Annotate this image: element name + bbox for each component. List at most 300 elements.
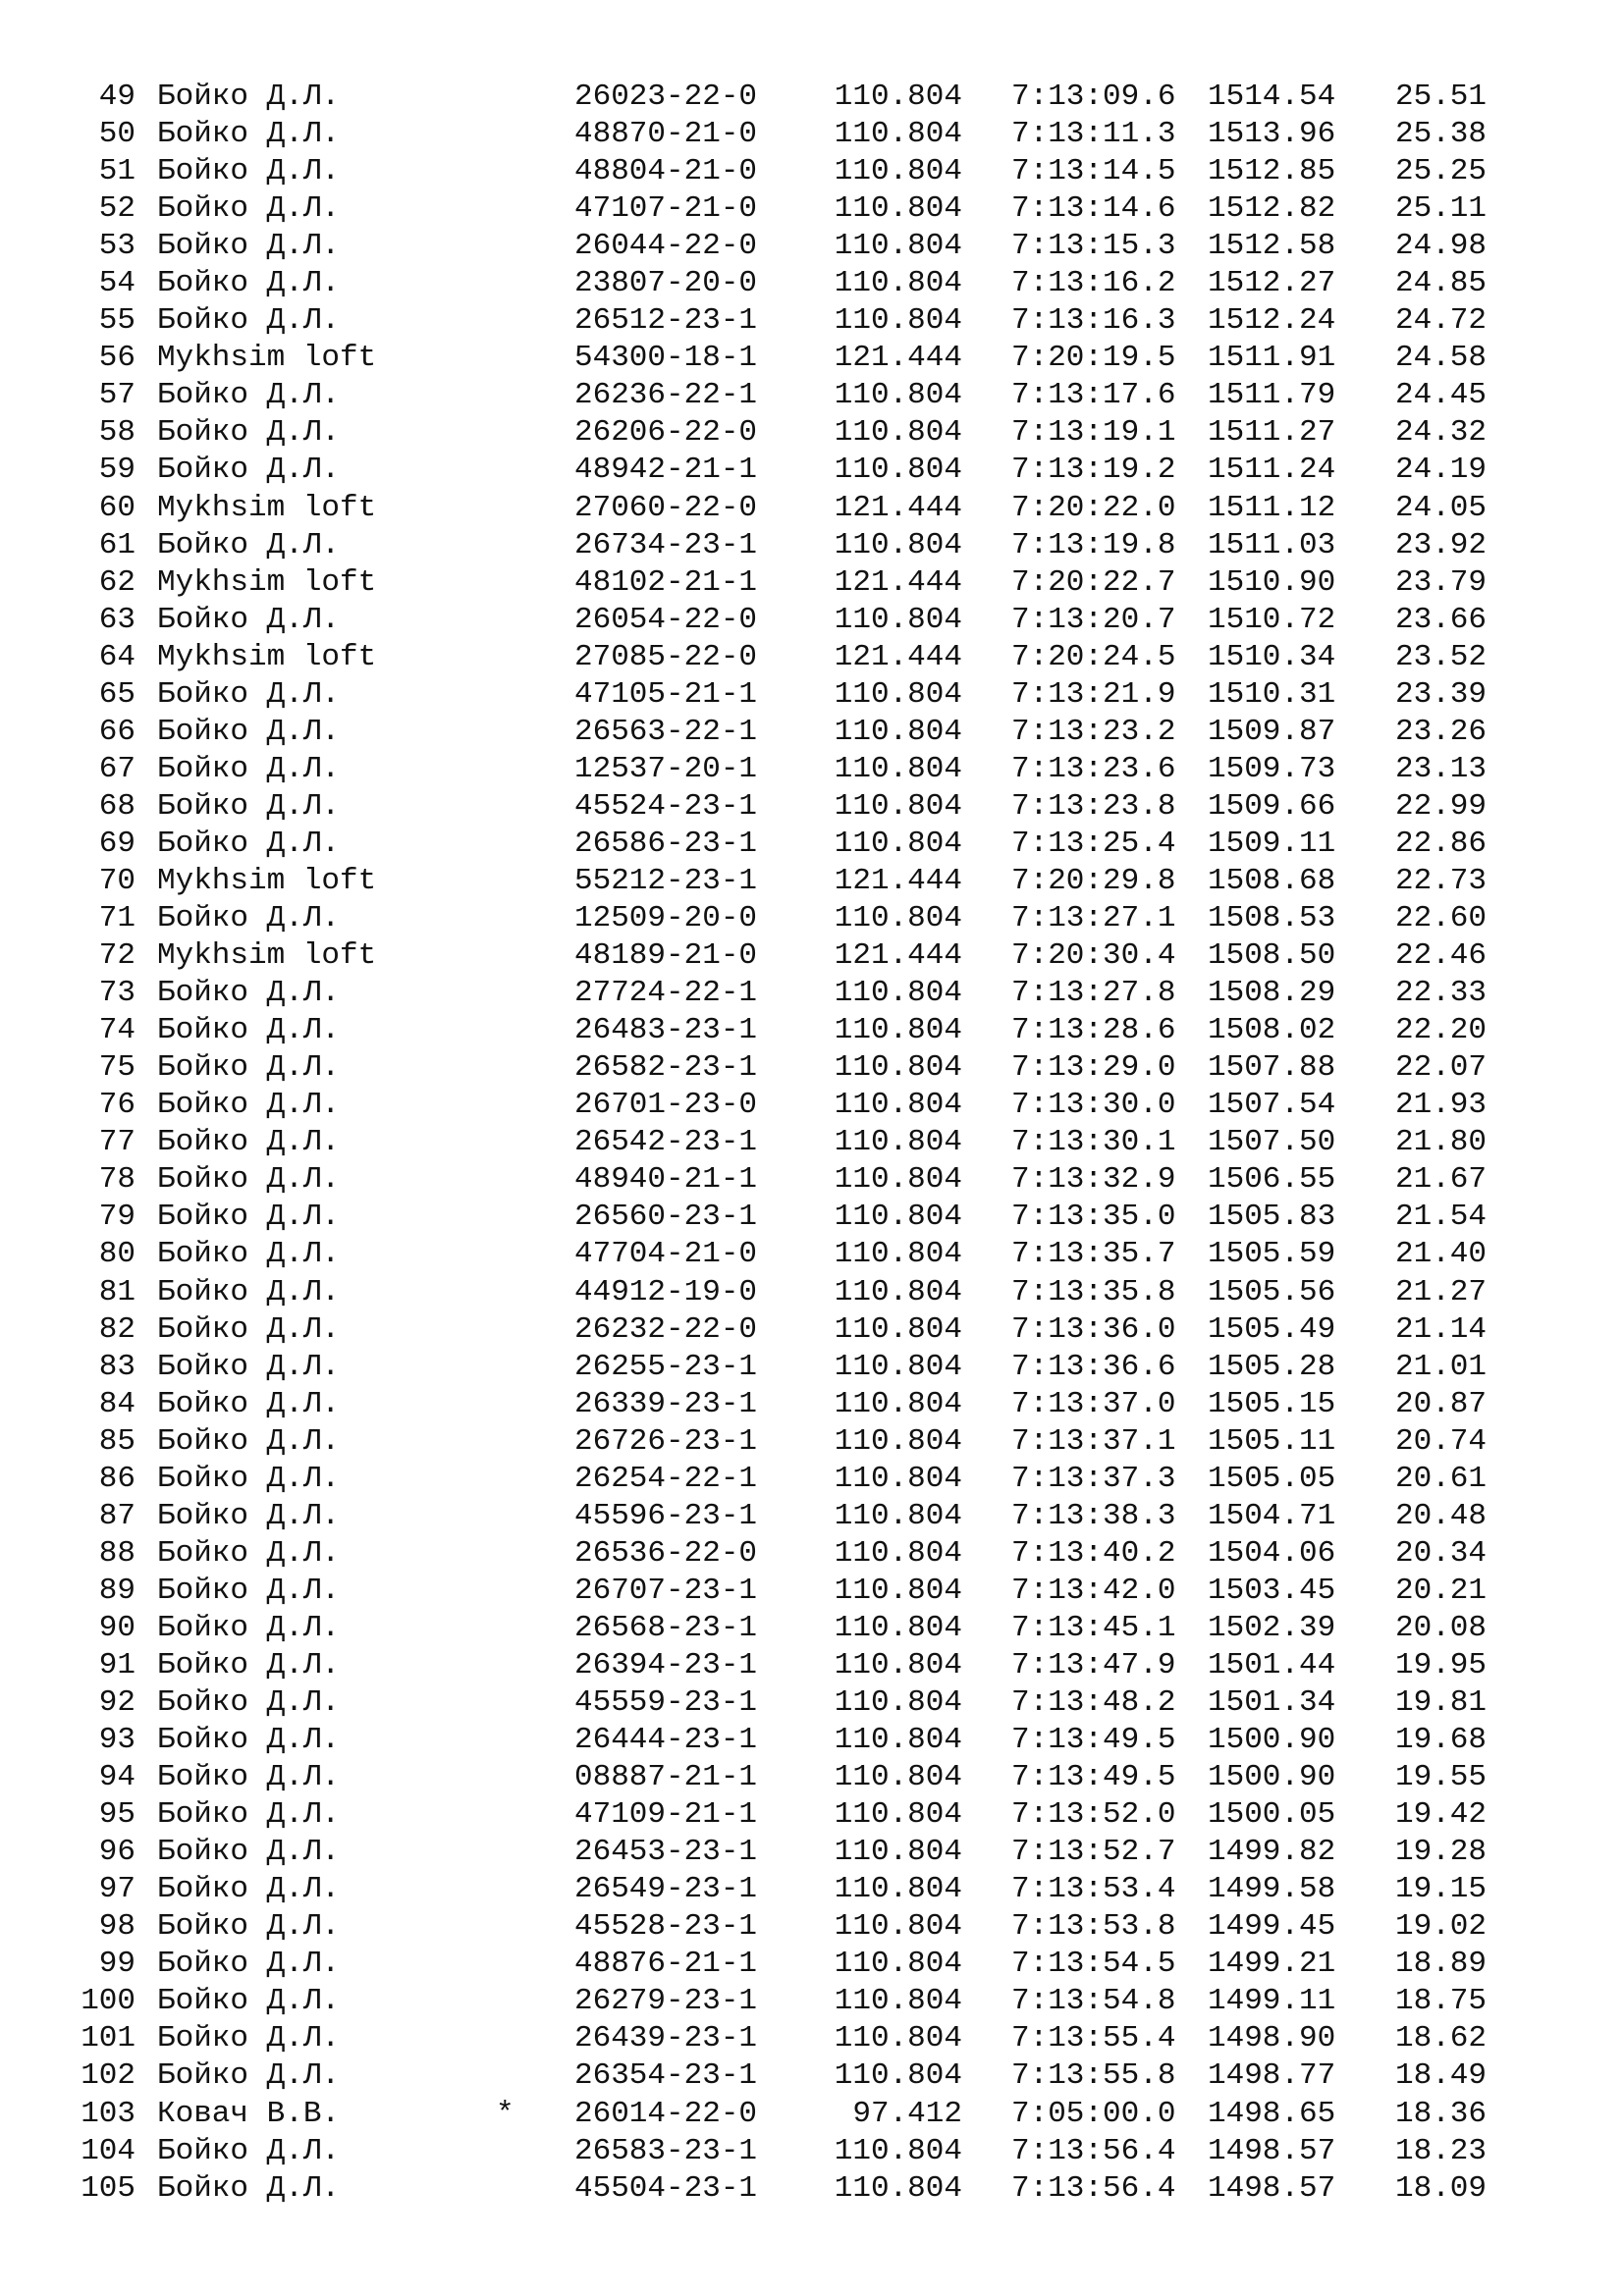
distance-cell: 110.804 xyxy=(834,1573,962,1608)
place-cell: 70 xyxy=(98,863,135,898)
place-cell: 74 xyxy=(98,1013,135,1048)
place-cell: 59 xyxy=(98,453,135,488)
arrival-time-cell: 7:13:52.7 xyxy=(1011,1835,1176,1870)
coefficient-cell: 24.05 xyxy=(1394,490,1487,525)
fancier-name-cell: Бойко Д.Л. xyxy=(157,1535,341,1571)
coefficient-cell: 22.07 xyxy=(1394,1050,1487,1086)
arrival-time-cell: 7:13:19.2 xyxy=(1011,453,1176,488)
arrival-time-cell: 7:13:30.0 xyxy=(1011,1088,1176,1123)
fancier-name-cell: Mykhsim loft xyxy=(157,639,377,674)
speed-cell: 1498.77 xyxy=(1208,2058,1336,2094)
arrival-time-cell: 7:20:24.5 xyxy=(1011,639,1176,674)
ring-number-cell: 26255-23-1 xyxy=(574,1349,758,1384)
speed-cell: 1498.90 xyxy=(1208,2021,1336,2056)
distance-cell: 110.804 xyxy=(834,826,962,861)
place-cell: 60 xyxy=(98,490,135,525)
coefficient-cell: 24.98 xyxy=(1394,229,1487,264)
ring-number-cell: 26568-23-1 xyxy=(574,1610,758,1645)
ring-number-cell: 12537-20-1 xyxy=(574,751,758,786)
distance-cell: 110.804 xyxy=(834,1200,962,1235)
distance-cell: 110.804 xyxy=(834,1947,962,1982)
distance-cell: 110.804 xyxy=(834,901,962,936)
arrival-time-cell: 7:13:21.9 xyxy=(1011,676,1176,712)
fancier-name-cell: Бойко Д.Л. xyxy=(157,453,341,488)
fancier-name-cell: Бойко Д.Л. xyxy=(157,191,341,227)
arrival-time-cell: 7:13:19.8 xyxy=(1011,527,1176,562)
ring-number-cell: 47109-21-1 xyxy=(574,1797,758,1833)
coefficient-cell: 19.55 xyxy=(1394,1760,1487,1795)
speed-cell: 1511.24 xyxy=(1208,453,1336,488)
arrival-time-cell: 7:13:42.0 xyxy=(1011,1573,1176,1608)
distance-cell: 110.804 xyxy=(834,1125,962,1160)
coefficient-cell: 20.87 xyxy=(1394,1386,1487,1421)
distance-cell: 110.804 xyxy=(834,1835,962,1870)
ring-number-cell: 26586-23-1 xyxy=(574,826,758,861)
place-cell: 91 xyxy=(98,1647,135,1682)
place-cell: 57 xyxy=(98,378,135,413)
arrival-time-cell: 7:13:37.0 xyxy=(1011,1386,1176,1421)
fancier-name-cell: Бойко Д.Л. xyxy=(157,1947,341,1982)
distance-cell: 110.804 xyxy=(834,751,962,786)
speed-cell: 1509.66 xyxy=(1208,788,1336,824)
distance-cell: 110.804 xyxy=(834,229,962,264)
speed-cell: 1505.83 xyxy=(1208,1200,1336,1235)
distance-cell: 110.804 xyxy=(834,2021,962,2056)
coefficient-cell: 18.62 xyxy=(1394,2021,1487,2056)
speed-cell: 1508.29 xyxy=(1208,976,1336,1011)
distance-cell: 110.804 xyxy=(834,415,962,451)
place-cell: 85 xyxy=(98,1423,135,1459)
distance-cell: 110.804 xyxy=(834,976,962,1011)
speed-cell: 1513.96 xyxy=(1208,117,1336,152)
place-cell: 72 xyxy=(98,938,135,974)
speed-cell: 1499.21 xyxy=(1208,1947,1336,1982)
ring-number-cell: 26563-22-1 xyxy=(574,714,758,749)
coefficient-cell: 18.89 xyxy=(1394,1947,1487,1982)
fancier-name-cell: Бойко Д.Л. xyxy=(157,154,341,189)
speed-cell: 1503.45 xyxy=(1208,1573,1336,1608)
coefficient-cell: 24.19 xyxy=(1394,453,1487,488)
distance-cell: 121.444 xyxy=(834,564,962,600)
fancier-name-cell: Бойко Д.Л. xyxy=(157,1573,341,1608)
fancier-name-cell: Бойко Д.Л. xyxy=(157,1050,341,1086)
coefficient-cell: 23.92 xyxy=(1394,527,1487,562)
arrival-time-cell: 7:13:38.3 xyxy=(1011,1498,1176,1533)
fancier-name-cell: Бойко Д.Л. xyxy=(157,1760,341,1795)
fancier-name-cell: Бойко Д.Л. xyxy=(157,303,341,339)
speed-cell: 1505.15 xyxy=(1208,1386,1336,1421)
ring-number-cell: 47107-21-0 xyxy=(574,191,758,227)
speed-cell: 1510.34 xyxy=(1208,639,1336,674)
speed-cell: 1510.72 xyxy=(1208,602,1336,637)
coefficient-cell: 21.40 xyxy=(1394,1237,1487,1272)
speed-cell: 1508.50 xyxy=(1208,938,1336,974)
coefficient-cell: 19.81 xyxy=(1394,1685,1487,1721)
distance-cell: 110.804 xyxy=(834,2170,962,2206)
place-cell: 105 xyxy=(81,2170,135,2206)
place-cell: 83 xyxy=(98,1349,135,1384)
arrival-time-cell: 7:13:54.8 xyxy=(1011,1984,1176,2019)
place-cell: 77 xyxy=(98,1125,135,1160)
fancier-name-cell: Mykhsim loft xyxy=(157,863,377,898)
place-cell: 86 xyxy=(98,1461,135,1496)
place-cell: 56 xyxy=(98,341,135,376)
place-cell: 78 xyxy=(98,1162,135,1198)
fancier-name-cell: Бойко Д.Л. xyxy=(157,1200,341,1235)
speed-cell: 1511.12 xyxy=(1208,490,1336,525)
arrival-time-cell: 7:13:47.9 xyxy=(1011,1647,1176,1682)
fancier-name-cell: Бойко Д.Л. xyxy=(157,1797,341,1833)
place-cell: 103 xyxy=(81,2096,135,2131)
ring-number-cell: 26549-23-1 xyxy=(574,1872,758,1907)
ring-number-cell: 26054-22-0 xyxy=(574,602,758,637)
ring-number-cell: 45524-23-1 xyxy=(574,788,758,824)
coefficient-cell: 24.72 xyxy=(1394,303,1487,339)
speed-cell: 1512.82 xyxy=(1208,191,1336,227)
speed-cell: 1505.59 xyxy=(1208,1237,1336,1272)
place-cell: 65 xyxy=(98,676,135,712)
ring-number-cell: 26279-23-1 xyxy=(574,1984,758,2019)
speed-cell: 1512.27 xyxy=(1208,266,1336,301)
speed-cell: 1508.68 xyxy=(1208,863,1336,898)
speed-cell: 1504.06 xyxy=(1208,1535,1336,1571)
coefficient-cell: 22.60 xyxy=(1394,901,1487,936)
speed-cell: 1512.24 xyxy=(1208,303,1336,339)
arrival-time-cell: 7:13:23.2 xyxy=(1011,714,1176,749)
place-cell: 104 xyxy=(81,2133,135,2168)
speed-cell: 1511.79 xyxy=(1208,378,1336,413)
distance-cell: 121.444 xyxy=(834,639,962,674)
distance-cell: 110.804 xyxy=(834,1423,962,1459)
arrival-time-cell: 7:13:53.8 xyxy=(1011,1909,1176,1945)
speed-cell: 1514.54 xyxy=(1208,80,1336,114)
fancier-name-cell: Бойко Д.Л. xyxy=(157,602,341,637)
place-cell: 68 xyxy=(98,788,135,824)
fancier-name-cell: Бойко Д.Л. xyxy=(157,527,341,562)
speed-cell: 1499.11 xyxy=(1208,1984,1336,2019)
place-cell: 88 xyxy=(98,1535,135,1571)
fancier-name-cell: Mykhsim loft xyxy=(157,490,377,525)
distance-cell: 110.804 xyxy=(834,117,962,152)
coefficient-cell: 21.54 xyxy=(1394,1200,1487,1235)
ring-number-cell: 26536-22-0 xyxy=(574,1535,758,1571)
distance-cell: 110.804 xyxy=(834,1349,962,1384)
ring-number-cell: 44912-19-0 xyxy=(574,1274,758,1309)
place-cell: 96 xyxy=(98,1835,135,1870)
arrival-time-cell: 7:13:14.5 xyxy=(1011,154,1176,189)
distance-cell: 110.804 xyxy=(834,1909,962,1945)
fancier-name-cell: Mykhsim loft xyxy=(157,938,377,974)
coefficient-cell: 20.61 xyxy=(1394,1461,1487,1496)
ring-number-cell: 26483-23-1 xyxy=(574,1013,758,1048)
speed-cell: 1512.85 xyxy=(1208,154,1336,189)
arrival-time-cell: 7:20:19.5 xyxy=(1011,341,1176,376)
distance-cell: 110.804 xyxy=(834,1162,962,1198)
coefficient-cell: 25.11 xyxy=(1394,191,1487,227)
distance-cell: 110.804 xyxy=(834,1797,962,1833)
coefficient-cell: 18.49 xyxy=(1394,2058,1487,2094)
arrival-time-cell: 7:13:49.5 xyxy=(1011,1760,1176,1795)
distance-cell: 110.804 xyxy=(834,788,962,824)
fancier-name-cell: Бойко Д.Л. xyxy=(157,1909,341,1945)
fancier-name-cell: Бойко Д.Л. xyxy=(157,1013,341,1048)
ring-number-cell: 47105-21-1 xyxy=(574,676,758,712)
ring-number-cell: 26707-23-1 xyxy=(574,1573,758,1608)
ring-number-cell: 26583-23-1 xyxy=(574,2133,758,2168)
ring-number-cell: 55212-23-1 xyxy=(574,863,758,898)
place-cell: 49 xyxy=(98,80,135,114)
arrival-time-cell: 7:13:56.4 xyxy=(1011,2133,1176,2168)
coefficient-cell: 25.51 xyxy=(1394,80,1487,114)
distance-cell: 110.804 xyxy=(834,1461,962,1496)
ring-number-cell: 45504-23-1 xyxy=(574,2170,758,2206)
speed-cell: 1498.57 xyxy=(1208,2133,1336,2168)
ring-number-cell: 26560-23-1 xyxy=(574,1200,758,1235)
place-cell: 100 xyxy=(81,1984,135,2019)
ring-number-cell: 27085-22-0 xyxy=(574,639,758,674)
fancier-name-cell: Бойко Д.Л. xyxy=(157,1349,341,1384)
ring-number-cell: 08887-21-1 xyxy=(574,1760,758,1795)
fancier-name-cell: Бойко Д.Л. xyxy=(157,1647,341,1682)
coefficient-cell: 20.48 xyxy=(1394,1498,1487,1533)
ring-number-cell: 48189-21-0 xyxy=(574,938,758,974)
speed-cell: 1508.53 xyxy=(1208,901,1336,936)
place-cell: 62 xyxy=(98,564,135,600)
fancier-name-cell: Mykhsim loft xyxy=(157,341,377,376)
place-cell: 71 xyxy=(98,901,135,936)
arrival-time-cell: 7:13:23.6 xyxy=(1011,751,1176,786)
coefficient-cell: 22.20 xyxy=(1394,1013,1487,1048)
place-cell: 63 xyxy=(98,602,135,637)
distance-cell: 110.804 xyxy=(834,1088,962,1123)
coefficient-cell: 23.79 xyxy=(1394,564,1487,600)
fancier-name-cell: Бойко Д.Л. xyxy=(157,1088,341,1123)
speed-cell: 1505.11 xyxy=(1208,1423,1336,1459)
distance-cell: 110.804 xyxy=(834,1498,962,1533)
arrival-time-cell: 7:13:56.4 xyxy=(1011,2170,1176,2206)
arrival-time-cell: 7:13:36.0 xyxy=(1011,1311,1176,1347)
speed-cell: 1499.82 xyxy=(1208,1835,1336,1870)
arrival-time-cell: 7:13:14.6 xyxy=(1011,191,1176,227)
place-cell: 58 xyxy=(98,415,135,451)
fancier-name-cell: Бойко Д.Л. xyxy=(157,80,341,114)
speed-cell: 1500.05 xyxy=(1208,1797,1336,1833)
arrival-time-cell: 7:13:25.4 xyxy=(1011,826,1176,861)
coefficient-cell: 21.67 xyxy=(1394,1162,1487,1198)
ring-number-cell: 26582-23-1 xyxy=(574,1050,758,1086)
coefficient-cell: 22.33 xyxy=(1394,976,1487,1011)
ring-number-cell: 45559-23-1 xyxy=(574,1685,758,1721)
coefficient-cell: 18.09 xyxy=(1394,2170,1487,2206)
distance-cell: 110.804 xyxy=(834,676,962,712)
place-cell: 64 xyxy=(98,639,135,674)
speed-cell: 1511.91 xyxy=(1208,341,1336,376)
coefficient-cell: 20.21 xyxy=(1394,1573,1487,1608)
ring-number-cell: 54300-18-1 xyxy=(574,341,758,376)
speed-cell: 1499.58 xyxy=(1208,1872,1336,1907)
coefficient-cell: 21.80 xyxy=(1394,1125,1487,1160)
fancier-name-cell: Бойко Д.Л. xyxy=(157,1461,341,1496)
ring-number-cell: 48870-21-0 xyxy=(574,117,758,152)
speed-cell: 1510.31 xyxy=(1208,676,1336,712)
ring-number-cell: 26734-23-1 xyxy=(574,527,758,562)
arrival-time-cell: 7:13:52.0 xyxy=(1011,1797,1176,1833)
coefficient-cell: 22.86 xyxy=(1394,826,1487,861)
ring-number-cell: 27060-22-0 xyxy=(574,490,758,525)
speed-cell: 1508.02 xyxy=(1208,1013,1336,1048)
ring-number-cell: 26542-23-1 xyxy=(574,1125,758,1160)
arrival-time-cell: 7:13:16.3 xyxy=(1011,303,1176,339)
place-cell: 93 xyxy=(98,1723,135,1758)
speed-cell: 1499.45 xyxy=(1208,1909,1336,1945)
fancier-name-cell: Бойко Д.Л. xyxy=(157,378,341,413)
speed-cell: 1509.73 xyxy=(1208,751,1336,786)
fancier-name-cell: Бойко Д.Л. xyxy=(157,117,341,152)
arrival-time-cell: 7:13:35.8 xyxy=(1011,1274,1176,1309)
arrival-time-cell: 7:13:29.0 xyxy=(1011,1050,1176,1086)
place-cell: 53 xyxy=(98,229,135,264)
fancier-name-cell: Бойко Д.Л. xyxy=(157,714,341,749)
arrival-time-cell: 7:20:22.0 xyxy=(1011,490,1176,525)
fancier-name-cell: Бойко Д.Л. xyxy=(157,2058,341,2094)
distance-cell: 110.804 xyxy=(834,714,962,749)
ring-number-cell: 26023-22-0 xyxy=(574,80,758,114)
place-cell: 99 xyxy=(98,1947,135,1982)
place-cell: 92 xyxy=(98,1685,135,1721)
fancier-name-cell: Бойко Д.Л. xyxy=(157,1723,341,1758)
distance-cell: 110.804 xyxy=(834,1723,962,1758)
distance-cell: 110.804 xyxy=(834,378,962,413)
fancier-name-cell: Mykhsim loft xyxy=(157,564,377,600)
arrival-time-cell: 7:13:27.1 xyxy=(1011,901,1176,936)
place-cell: 50 xyxy=(98,117,135,152)
speed-cell: 1507.50 xyxy=(1208,1125,1336,1160)
arrival-time-cell: 7:13:20.7 xyxy=(1011,602,1176,637)
coefficient-cell: 23.52 xyxy=(1394,639,1487,674)
coefficient-cell: 21.14 xyxy=(1394,1311,1487,1347)
fancier-name-cell: Бойко Д.Л. xyxy=(157,1835,341,1870)
coefficient-cell: 24.85 xyxy=(1394,266,1487,301)
coefficient-cell: 19.42 xyxy=(1394,1797,1487,1833)
ring-number-cell: 48804-21-0 xyxy=(574,154,758,189)
arrival-time-cell: 7:13:37.1 xyxy=(1011,1423,1176,1459)
fancier-name-cell: Бойко Д.Л. xyxy=(157,1125,341,1160)
arrival-time-cell: 7:13:36.6 xyxy=(1011,1349,1176,1384)
place-cell: 89 xyxy=(98,1573,135,1608)
place-cell: 54 xyxy=(98,266,135,301)
ring-number-cell: 26453-23-1 xyxy=(574,1835,758,1870)
arrival-time-cell: 7:13:35.7 xyxy=(1011,1237,1176,1272)
arrival-time-cell: 7:13:53.4 xyxy=(1011,1872,1176,1907)
distance-cell: 110.804 xyxy=(834,1760,962,1795)
arrival-time-cell: 7:13:54.5 xyxy=(1011,1947,1176,1982)
speed-cell: 1502.39 xyxy=(1208,1610,1336,1645)
arrival-time-cell: 7:13:28.6 xyxy=(1011,1013,1176,1048)
fancier-name-cell: Бойко Д.Л. xyxy=(157,976,341,1011)
coefficient-cell: 21.27 xyxy=(1394,1274,1487,1309)
coefficient-cell: 18.23 xyxy=(1394,2133,1487,2168)
arrival-time-cell: 7:13:15.3 xyxy=(1011,229,1176,264)
distance-cell: 110.804 xyxy=(834,1274,962,1309)
ring-number-cell: 26014-22-0 xyxy=(574,2096,758,2131)
fancier-name-cell: Бойко Д.Л. xyxy=(157,1685,341,1721)
distance-cell: 121.444 xyxy=(834,490,962,525)
distance-cell: 110.804 xyxy=(834,1610,962,1645)
distance-cell: 121.444 xyxy=(834,938,962,974)
distance-cell: 110.804 xyxy=(834,303,962,339)
arrival-time-cell: 7:20:22.7 xyxy=(1011,564,1176,600)
distance-cell: 110.804 xyxy=(834,1050,962,1086)
distance-cell: 110.804 xyxy=(834,2133,962,2168)
distance-cell: 110.804 xyxy=(834,1386,962,1421)
distance-cell: 121.444 xyxy=(834,341,962,376)
arrival-time-cell: 7:13:09.6 xyxy=(1011,80,1176,114)
distance-cell: 110.804 xyxy=(834,191,962,227)
speed-cell: 1498.57 xyxy=(1208,2170,1336,2206)
place-cell: 102 xyxy=(81,2058,135,2094)
fancier-name-cell: Бойко Д.Л. xyxy=(157,415,341,451)
place-cell: 87 xyxy=(98,1498,135,1533)
coefficient-cell: 19.68 xyxy=(1394,1723,1487,1758)
fancier-name-cell: Бойко Д.Л. xyxy=(157,676,341,712)
place-cell: 76 xyxy=(98,1088,135,1123)
place-cell: 61 xyxy=(98,527,135,562)
coefficient-cell: 24.45 xyxy=(1394,378,1487,413)
speed-cell: 1500.90 xyxy=(1208,1760,1336,1795)
distance-cell: 121.444 xyxy=(834,863,962,898)
speed-cell: 1512.58 xyxy=(1208,229,1336,264)
speed-cell: 1501.34 xyxy=(1208,1685,1336,1721)
arrival-time-cell: 7:13:55.8 xyxy=(1011,2058,1176,2094)
coefficient-cell: 24.32 xyxy=(1394,415,1487,451)
ring-number-cell: 26232-22-0 xyxy=(574,1311,758,1347)
place-cell: 52 xyxy=(98,191,135,227)
ring-number-cell: 47704-21-0 xyxy=(574,1237,758,1272)
ring-number-cell: 26354-23-1 xyxy=(574,2058,758,2094)
speed-cell: 1506.55 xyxy=(1208,1162,1336,1198)
fancier-name-cell: Бойко Д.Л. xyxy=(157,1237,341,1272)
arrival-time-cell: 7:13:35.0 xyxy=(1011,1200,1176,1235)
fancier-name-cell: Бойко Д.Л. xyxy=(157,1386,341,1421)
speed-cell: 1505.05 xyxy=(1208,1461,1336,1496)
place-cell: 82 xyxy=(98,1311,135,1347)
fancier-name-cell: Бойко Д.Л. xyxy=(157,751,341,786)
coefficient-cell: 20.74 xyxy=(1394,1423,1487,1459)
speed-cell: 1501.44 xyxy=(1208,1647,1336,1682)
ring-number-cell: 48876-21-1 xyxy=(574,1947,758,1982)
place-cell: 94 xyxy=(98,1760,135,1795)
place-cell: 51 xyxy=(98,154,135,189)
coefficient-cell: 18.75 xyxy=(1394,1984,1487,2019)
distance-cell: 110.804 xyxy=(834,602,962,637)
arrival-time-cell: 7:13:17.6 xyxy=(1011,378,1176,413)
fancier-name-cell: Бойко Д.Л. xyxy=(157,826,341,861)
speed-cell: 1509.87 xyxy=(1208,714,1336,749)
distance-cell: 110.804 xyxy=(834,1237,962,1272)
coefficient-cell: 25.38 xyxy=(1394,117,1487,152)
ring-number-cell: 12509-20-0 xyxy=(574,901,758,936)
place-cell: 81 xyxy=(98,1274,135,1309)
coefficient-cell: 23.66 xyxy=(1394,602,1487,637)
fancier-name-cell: Бойко Д.Л. xyxy=(157,1162,341,1198)
ring-number-cell: 26444-23-1 xyxy=(574,1723,758,1758)
ring-number-cell: 26439-23-1 xyxy=(574,2021,758,2056)
coefficient-cell: 23.39 xyxy=(1394,676,1487,712)
ring-number-cell: 45528-23-1 xyxy=(574,1909,758,1945)
speed-cell: 1498.65 xyxy=(1208,2096,1336,2131)
arrival-time-cell: 7:13:49.5 xyxy=(1011,1723,1176,1758)
speed-cell: 1511.03 xyxy=(1208,527,1336,562)
